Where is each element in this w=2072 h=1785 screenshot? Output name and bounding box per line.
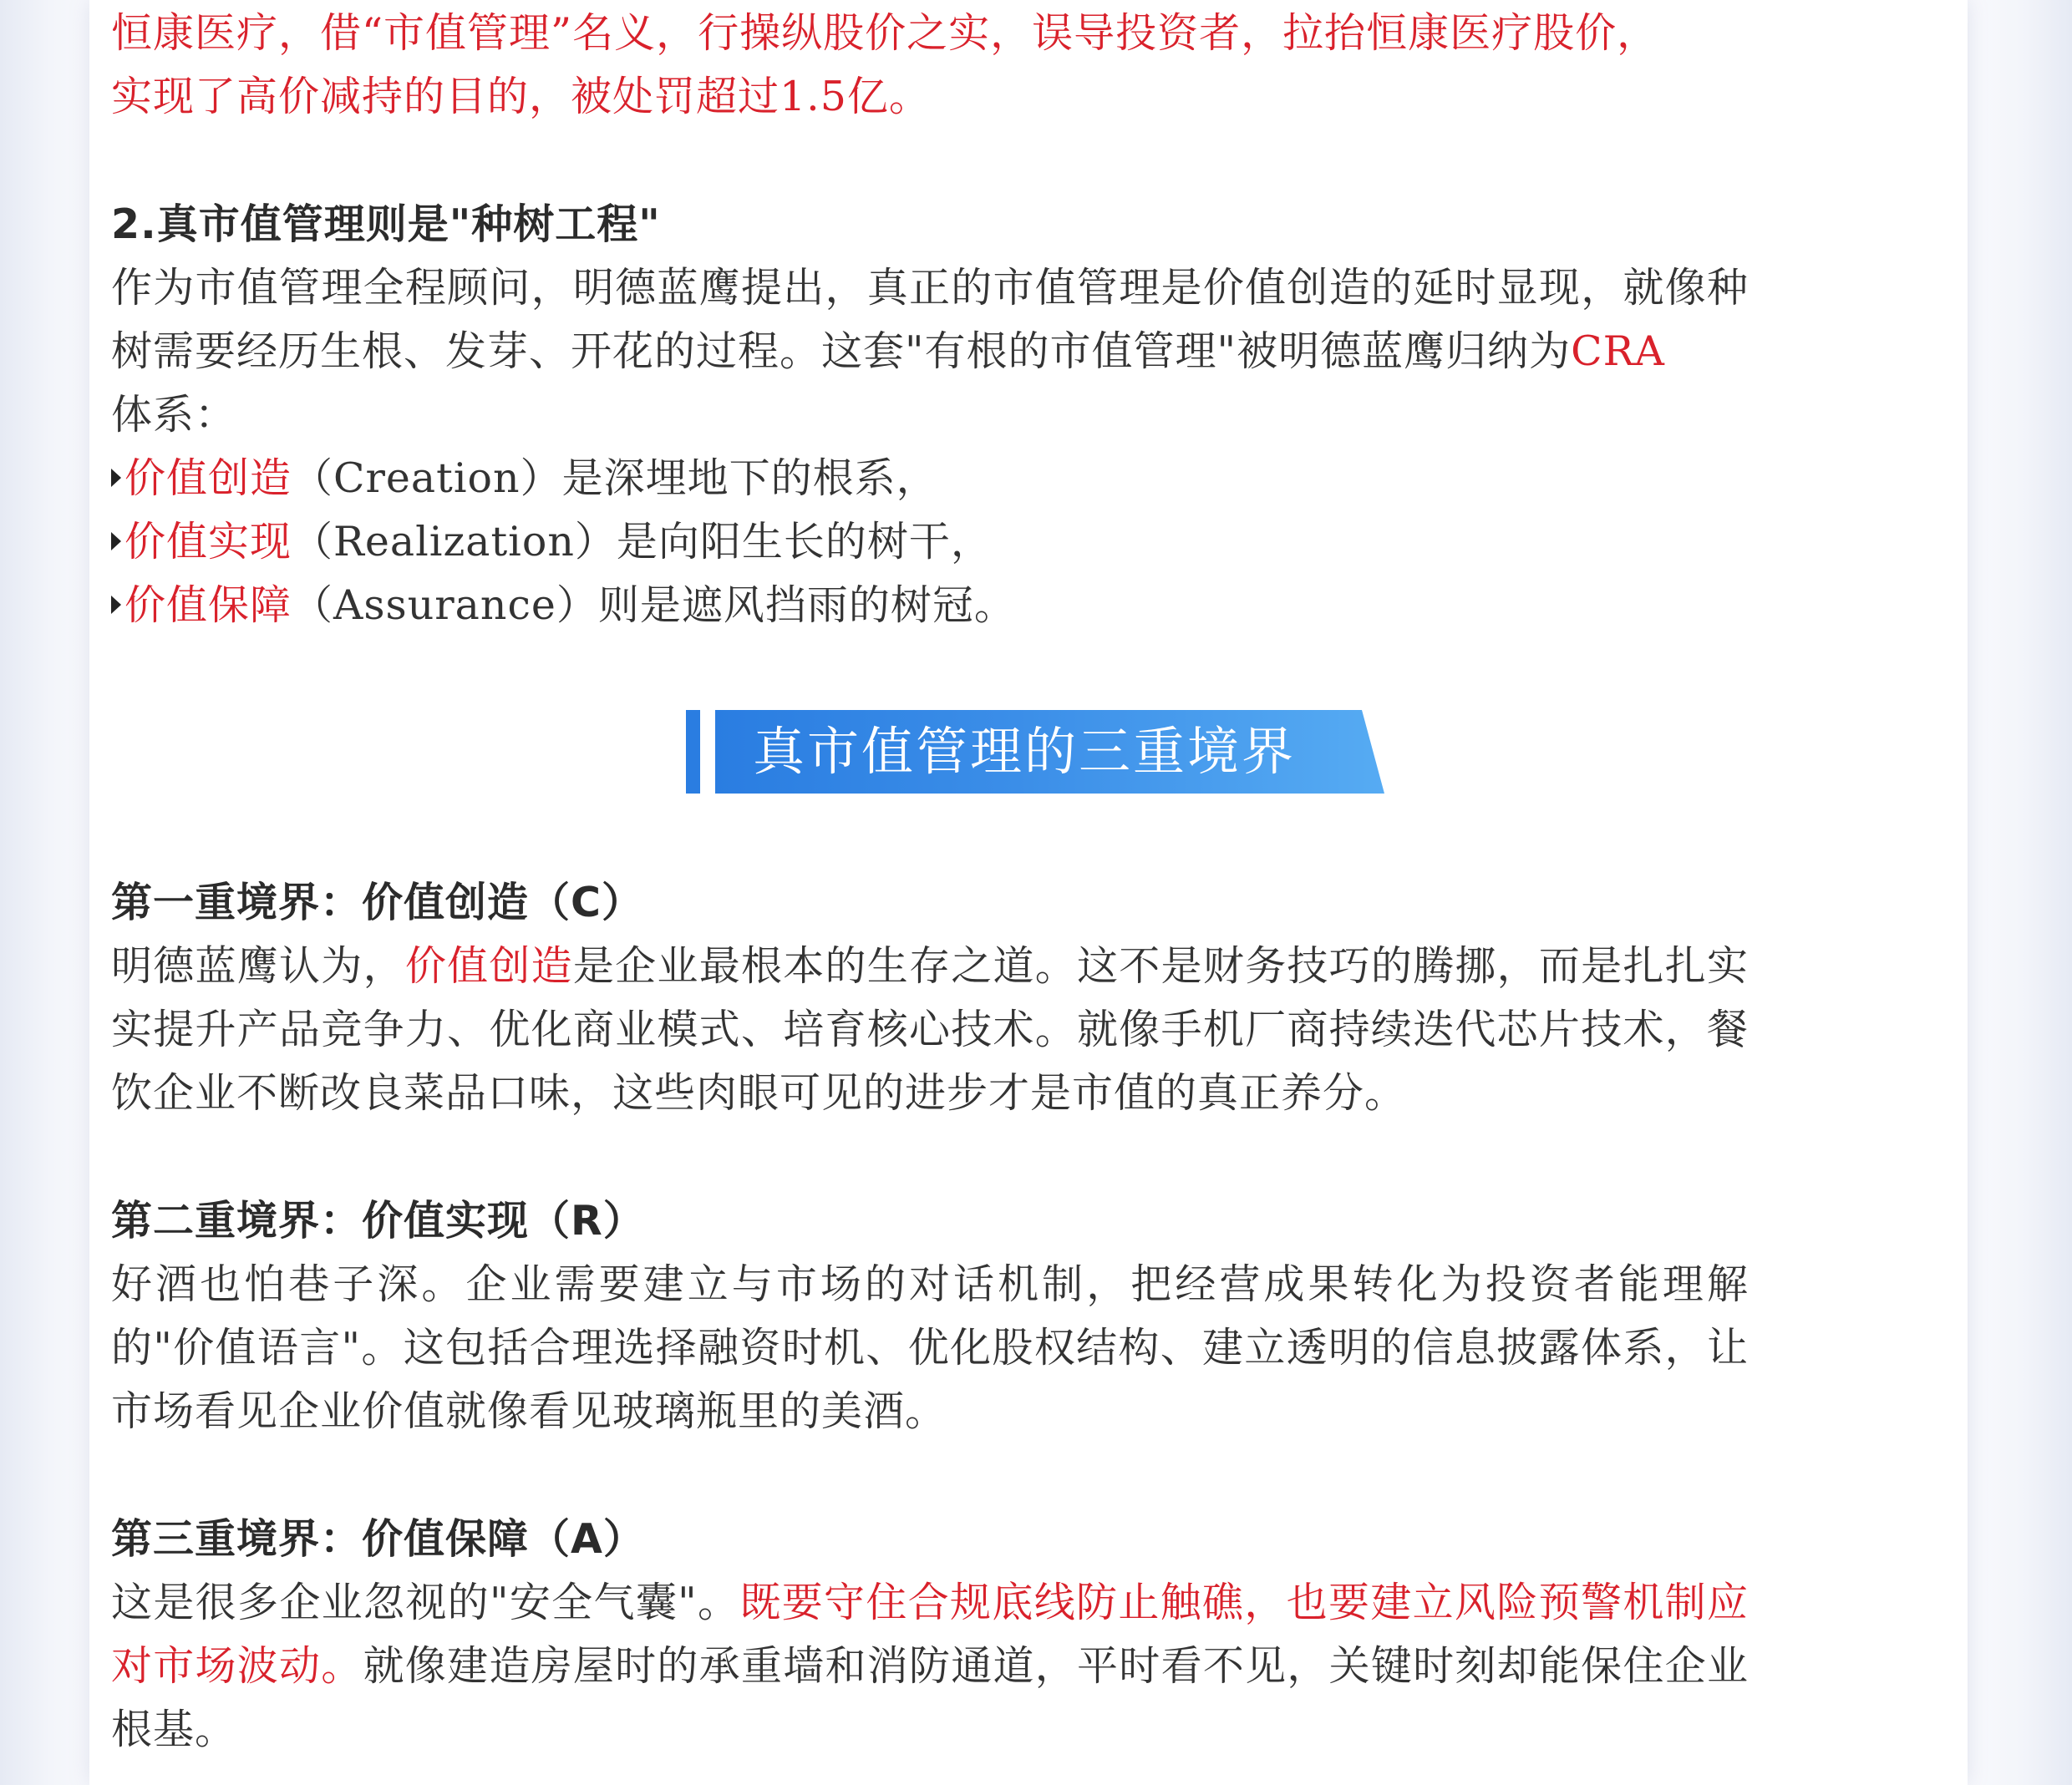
realm-2-heading: 第二重境界：价值实现（R） <box>111 1197 645 1245</box>
intro-line-1: 恒康医疗，借“市值管理”名义，行操纵股价之实，误导投资者，拉抬恒康医疗股价， <box>111 9 1659 57</box>
realm-3-text: 就像建造房屋时的承重墙和消防通道，平时看不见，关键时刻却能保住企业根基。 <box>111 1642 1749 1753</box>
realm-3-paragraph <box>111 1571 1749 1762</box>
realm-1-highlight: 价值创造 <box>404 942 573 990</box>
bullet-text: （Assurance）则是遮风挡雨的树冠。 <box>292 581 1016 629</box>
section-2-text-end: 体系： <box>111 391 237 439</box>
section-2 <box>111 193 1749 637</box>
section-2-text: 作为市值管理全程顾问，明德蓝鹰提出，真正的市值管理是价值创造的延时显现，就像种树需要经历生根、发芽、开花的过程。这套"有根的市值管理"被明德蓝鹰归纳为 <box>111 264 1749 375</box>
bullet-item <box>111 447 1749 510</box>
cra-highlight: CRA <box>1571 327 1665 375</box>
realm-1-heading: 第一重境界：价值创造（C） <box>111 879 643 926</box>
bullet-item <box>111 510 1749 574</box>
section-2-paragraph <box>111 256 1749 447</box>
bullet-text: （Realization）是向阳生长的树干， <box>292 518 993 565</box>
triangle-bullet-icon <box>111 532 121 550</box>
bullet-text: （Creation）是深埋地下的根系， <box>292 454 938 502</box>
bullet-term: 价值保障 <box>124 581 292 629</box>
realm-2-paragraph: 好酒也怕巷子深。企业需要建立与市场的对话机制，把经营成果转化为投资者能理解的"价值语言"。这包括合理选择融资时机、优化股权结构、建立透明的信息披露体系，让市场看见企业价值就像看见玻璃瓶里的美酒。 <box>111 1260 1749 1435</box>
section-banner <box>686 710 1384 794</box>
realm-3-highlight: 既要守住合规底线防止触礁，也要建立风险预警机制应对市场波动。 <box>111 1579 1749 1690</box>
realm-1-text-start: 明德蓝鹰认为， <box>111 942 405 990</box>
intro-line-2: 实现了高价减持的目的，被处罚超过1.5亿。 <box>111 73 931 120</box>
bullet-item <box>111 574 1749 637</box>
bullet-term: 价值实现 <box>124 518 292 565</box>
triangle-bullet-icon <box>111 596 121 614</box>
realm-1 <box>111 871 1749 1125</box>
intro-paragraph <box>111 2 1749 129</box>
section-2-heading: 2.真市值管理则是"种树工程" <box>111 200 661 248</box>
banner-accent-bar <box>686 710 700 794</box>
realm-2 <box>111 1189 1749 1443</box>
realm-3 <box>111 1508 1749 1762</box>
triangle-bullet-icon <box>111 469 121 487</box>
realm-3-heading: 第三重境界：价值保障（A） <box>111 1515 645 1563</box>
banner-title: 真市值管理的三重境界 <box>753 721 1297 782</box>
realm-3-text-start: 这是很多企业忽视的"安全气囊"。 <box>111 1579 740 1626</box>
bullet-term: 价值创造 <box>124 454 292 502</box>
realm-1-text: 是企业最根本的生存之道。这不是财务技巧的腾挪，而是扎扎实实提升产品竞争力、优化商业模式、培育核心技术。就像手机厂商持续迭代芯片技术，餐饮企业不断改良菜品口味，这些肉眼可见的进步才是市值的真正养分。 <box>111 942 1749 1117</box>
realm-1-paragraph <box>111 935 1749 1125</box>
